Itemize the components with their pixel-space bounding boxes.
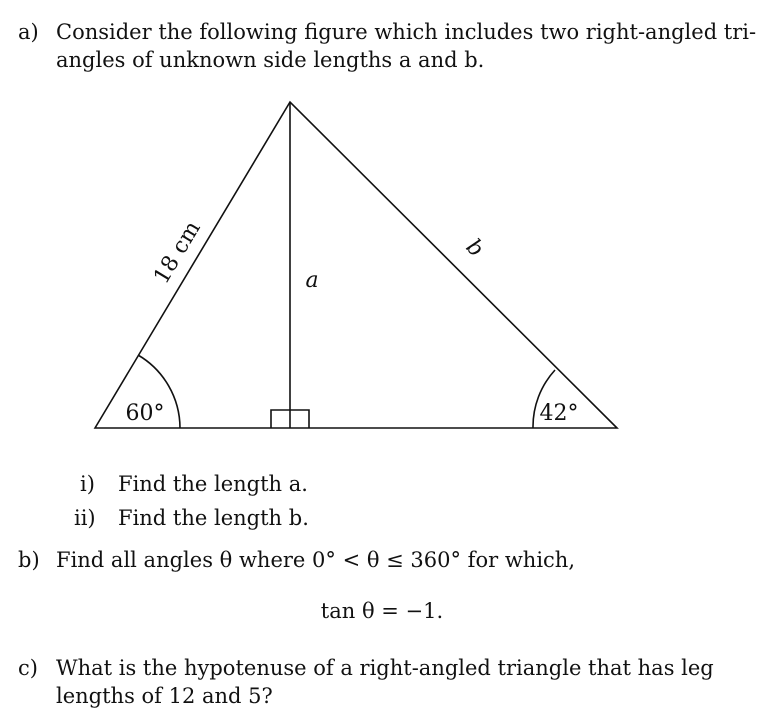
question-b-text: Find all angles θ where 0° < θ ≤ 360° for which, xyxy=(56,548,575,572)
sub-question-ii-text: Find the length b. xyxy=(118,506,309,530)
sub-question-ii-marker: ii) xyxy=(74,506,96,530)
right-angle-label: 42° xyxy=(539,401,579,426)
sub-question-i-text: Find the length a. xyxy=(118,472,308,496)
question-a-line-2: angles of unknown side lengths a and b. xyxy=(56,48,485,72)
side-b-label: b xyxy=(460,234,489,263)
question-b-equation: tan θ = −1. xyxy=(320,599,444,623)
question-c-line-1: What is the hypotenuse of a right-angled triangle that has leg xyxy=(56,656,714,680)
left-angle-label: 60° xyxy=(125,401,165,426)
question-b-marker: b) xyxy=(18,548,40,572)
question-a-line-1: Consider the following figure which includes two right-angled tri- xyxy=(56,20,757,44)
height-label: a xyxy=(305,268,319,293)
question-a-marker: a) xyxy=(18,20,39,44)
question-c-marker: c) xyxy=(18,656,38,680)
question-c-line-2: lengths of 12 and 5? xyxy=(56,684,273,708)
sub-question-i-marker: i) xyxy=(80,472,95,496)
hypotenuse-label: 18 cm xyxy=(149,216,206,289)
